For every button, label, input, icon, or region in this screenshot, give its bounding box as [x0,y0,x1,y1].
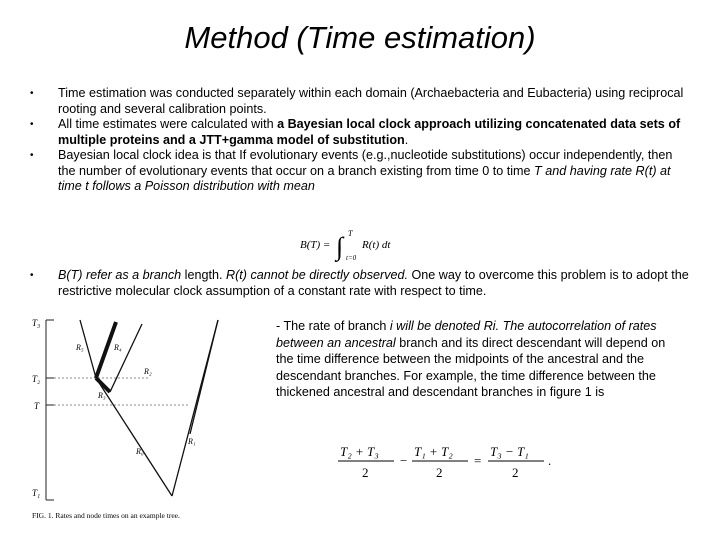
label-t: T [34,401,40,411]
frac1-numerator: T₂ + T₃ [340,444,379,459]
integral-sign-icon: ∫ [336,232,344,261]
bullet-3 [30,148,690,195]
bullet-2-text-pre: All time estimates were calculated with [58,117,278,131]
figure-caption: FIG. 1. Rates and node times on an example tree. [32,511,180,520]
branch-r2 [110,324,142,392]
bullet-2-text-bold: a Bayesian local clock approach utilizing concatenated data sets of multiple proteins and a JTT+gamma model of substitution [58,117,681,147]
formula-lhs: B(T) = [300,239,331,251]
bullet-3-text-pre: Bayesian local clock idea is that If evolutionary events (e.g.,nucleotide substitutions) occur independently, then the number of evolutionary events that occur on a branch existing from time 0 to time [58,148,673,178]
frac2-numerator: T₁ + T₂ [414,444,453,459]
bullet-1-text: Time estimation was conducted separately within each domain (Archaebacteria and Eubacteria) using reciprocal rooting and several calibration points. [58,86,684,116]
bullet-2-text-post: . [404,132,409,147]
bullet-dot: • [30,88,34,99]
formula-period: . [548,453,552,468]
integral-formula [300,228,420,262]
bullet-dot: • [30,270,34,281]
label-r0: R₀ [136,447,144,456]
label-r5: R₅ [76,343,84,352]
page-title: Method (Time estimation) [184,20,536,55]
label-t3: T₃ [32,318,41,328]
bullet-4 [30,268,718,299]
formula-integrand: R(t) dt [362,239,391,251]
side-text-pre: - The rate of branch [276,319,390,333]
label-r1: R₁ [188,437,196,446]
bullet-dot: • [30,150,34,161]
minus-sign: − [400,453,408,468]
midpoint-formula [338,440,558,484]
bullet-4-text-post: One way to overcome this problem is to adopt the restrictive molecular clock assumption of a constant rate with respect to time. [58,268,689,298]
side-text-italic: i will be denoted Ri. The autocorrelation of rates between an ancestral [276,319,657,350]
label-r3: R₃ [98,391,106,400]
bullet-1 [30,86,690,117]
branch-r0 [96,378,172,496]
frac2-denominator: 2 [436,465,443,480]
side-text-post: branch and its direct descendant will depend on the time difference between the midpoints of the ancestral and the descendant branches. For example, the time difference between the thickened ancestral and descendant branches in figure 1 is [276,335,666,399]
bullet-4-text-mid: length. [181,268,226,282]
bullet-dot: • [30,119,34,130]
frac3-denominator: 2 [512,465,519,480]
branch-r4-thick [96,322,116,378]
formula-upper-limit: T [348,229,353,238]
formula-lower-limit: t=0 [346,254,357,262]
bullet-list [30,86,690,195]
label-r4: R₄ [114,343,122,352]
bullet-4-text-italic-1: B(T) refer as a branch [58,268,182,282]
label-t1: T₁ [32,488,41,498]
branch-r1-shadow [190,320,218,434]
side-paragraph [276,318,686,401]
label-r2: R₂ [144,367,152,376]
bullet-3-text-italic: T and having rate R(t) at time t follows a Poisson distribution with mean [58,163,671,193]
bullet-4-text-italic-2: R(t) cannot be directly observed. [226,268,408,282]
frac1-denominator: 2 [362,465,369,480]
equals-sign: = [474,453,482,468]
tree-figure [30,310,270,532]
bullet-2 [30,117,690,148]
frac3-numerator: T₃ − T₁ [490,444,529,459]
label-t2: T₂ [32,374,41,384]
